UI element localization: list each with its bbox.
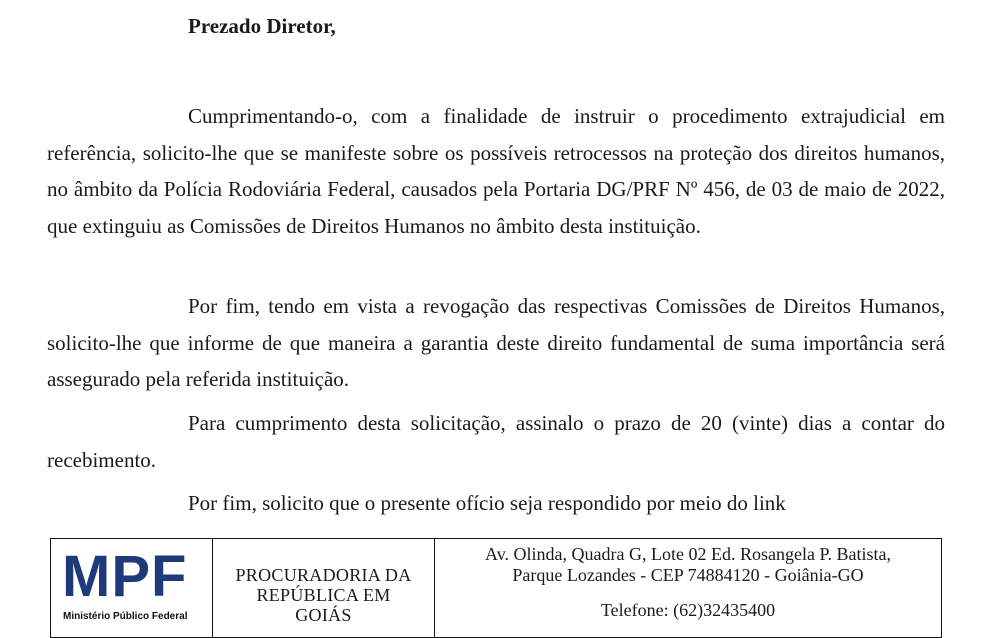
office-name — [213, 539, 435, 637]
address-line-1: Av. Olinda, Quadra G, Lote 02 Ed. Rosangela P. Batista, — [485, 544, 891, 564]
paragraph-1: Cumprimentando-o, com a finalidade de instruir o procedimento extrajudicial em referência, solicito-lhe que se manifeste sobre os possíveis retrocessos na proteção dos direitos humanos, no âmbito da Polícia Rodoviária Federal, causados pela Portaria DG/PRF Nº 456, de 03 de maio de 2022, que extinguiu as Comissões de Direitos Humanos no âmbito desta instituição. — [47, 104, 945, 239]
paragraph-4: Por fim, solicito que o presente ofício seja respondido por meio do link — [188, 491, 786, 515]
mpf-logo — [51, 539, 213, 637]
office-name-line-3: GOIÁS — [295, 605, 352, 625]
salutation: Prezado Diretor, — [188, 14, 336, 38]
mpf-logo-subtitle: Ministério Público Federal — [63, 611, 188, 622]
paragraph-3: Para cumprimento desta solicitação, assinalo o prazo de 20 (vinte) dias a contar do recebimento. — [47, 411, 945, 472]
letterhead-footer — [50, 538, 942, 638]
office-name-line-2: REPÚBLICA EM — [256, 585, 391, 605]
address-line-2: Parque Lozandes - CEP 74884120 - Goiânia-GO — [512, 565, 864, 585]
phone-number: Telefone: (62)32435400 — [600, 600, 776, 620]
office-name-line-1: PROCURADORIA DA — [235, 565, 412, 585]
paragraph-2: Por fim, tendo em vista a revogação das respectivas Comissões de Direitos Humanos, solicito-lhe que informe de que maneira a garantia deste direito fundamental de suma importância será assegurado pela referida instituição. — [47, 294, 945, 392]
mpf-logo-text: MPF — [62, 544, 188, 609]
office-address — [435, 539, 941, 637]
